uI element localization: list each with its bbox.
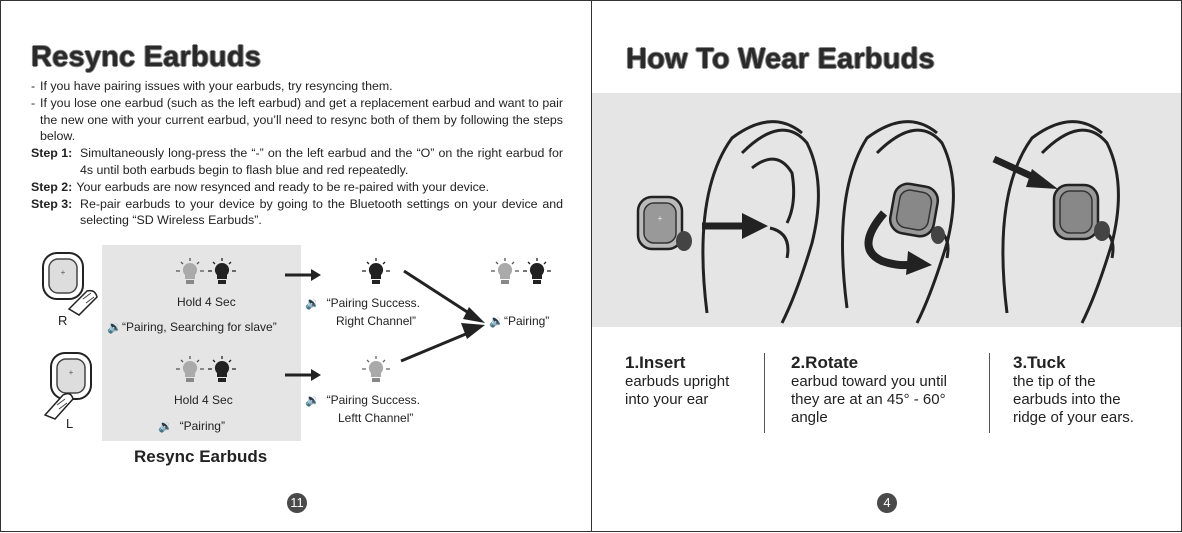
final-prompt: 🔉“Pairing” bbox=[489, 314, 550, 328]
wear-step-1: 1.Insert earbuds upright into your ear bbox=[625, 353, 730, 408]
svg-text:+: + bbox=[657, 214, 663, 223]
page-number: 4 bbox=[877, 493, 897, 513]
svg-text:+: + bbox=[68, 368, 74, 377]
blink-lights-final-icon bbox=[488, 257, 558, 287]
earbud-icon bbox=[638, 197, 692, 251]
right-earbud-press-illustration bbox=[39, 249, 99, 319]
step-2: Step 2: Your earbuds are now resynced and ready to be re-paired with your device. bbox=[31, 179, 490, 194]
wear-ear-illustrations bbox=[592, 93, 1181, 327]
success-left-prompt: 🔉 “Pairing Success. bbox=[305, 393, 420, 407]
left-page bbox=[0, 0, 592, 532]
hold-time-bottom: Hold 4 Sec bbox=[174, 393, 233, 407]
divider bbox=[764, 353, 765, 433]
left-label: L bbox=[66, 416, 74, 431]
page-title: Resync Earbuds bbox=[31, 41, 262, 73]
voice-prompt-top: 🔉“Pairing, Searching for slave” bbox=[107, 320, 277, 334]
earbud-icon bbox=[1054, 185, 1110, 241]
wear-step-3: 3.Tuck the tip of the earbuds into the ridge of your ears. bbox=[1013, 353, 1134, 426]
step-3: Step 3: Re-pair earbuds to your device by going to the Bluetooth settings on your device and selecting “SD Wireless Earbuds”. bbox=[31, 196, 563, 228]
earbud-icon bbox=[888, 182, 945, 244]
page-number: 11 bbox=[287, 493, 307, 513]
blink-lights-bottom-icon bbox=[173, 355, 243, 385]
speaker-icon: 🔉 bbox=[107, 320, 122, 334]
success-right-prompt: 🔉 “Pairing Success. bbox=[305, 296, 420, 310]
arrow-right-icon bbox=[285, 369, 325, 381]
converge-arrows-icon bbox=[401, 267, 501, 367]
page-title: How To Wear Earbuds bbox=[626, 43, 935, 75]
success-right-channel: Right Channel” bbox=[336, 314, 417, 328]
hold-time-top: Hold 4 Sec bbox=[177, 295, 236, 309]
step-1: Step 1: Simultaneously long-press the “-” on the left earbud and the “O” on the right earbud for 4s until both earbuds begin to flash blue and red repeatedly. bbox=[31, 146, 563, 177]
speaker-icon: 🔉 bbox=[489, 314, 504, 328]
svg-text:+: + bbox=[60, 268, 66, 277]
arrow-right-icon bbox=[285, 269, 325, 281]
speaker-icon: 🔉 bbox=[305, 296, 320, 310]
light-on-icon bbox=[359, 257, 393, 287]
voice-prompt-bottom: 🔉 “Pairing” bbox=[158, 419, 225, 433]
diagram-caption: Resync Earbuds bbox=[134, 447, 268, 466]
ear-icon bbox=[703, 122, 819, 323]
left-earbud-press-illustration bbox=[41, 351, 101, 421]
instructions bbox=[31, 78, 563, 229]
right-label: R bbox=[58, 313, 68, 328]
bullet-2: - If you lose one earbud (such as the left earbud) and get a replacement earbud and want to pair the new one with your current earbud, you’ll need to resync both of them by following the steps below. bbox=[31, 95, 563, 144]
bullet-1: - If you have pairing issues with your earbuds, try resyncing them. bbox=[31, 79, 393, 93]
success-left-channel: Leftt Channel” bbox=[338, 411, 414, 425]
speaker-icon: 🔉 bbox=[305, 393, 320, 407]
right-page bbox=[591, 0, 1182, 532]
speaker-icon: 🔉 bbox=[158, 419, 173, 433]
divider bbox=[989, 353, 990, 433]
light-off-icon bbox=[359, 355, 393, 385]
wear-step-2: 2.Rotate earbud toward you until they are at an 45° - 60° angle bbox=[791, 353, 947, 426]
blink-lights-top-icon bbox=[173, 257, 243, 287]
